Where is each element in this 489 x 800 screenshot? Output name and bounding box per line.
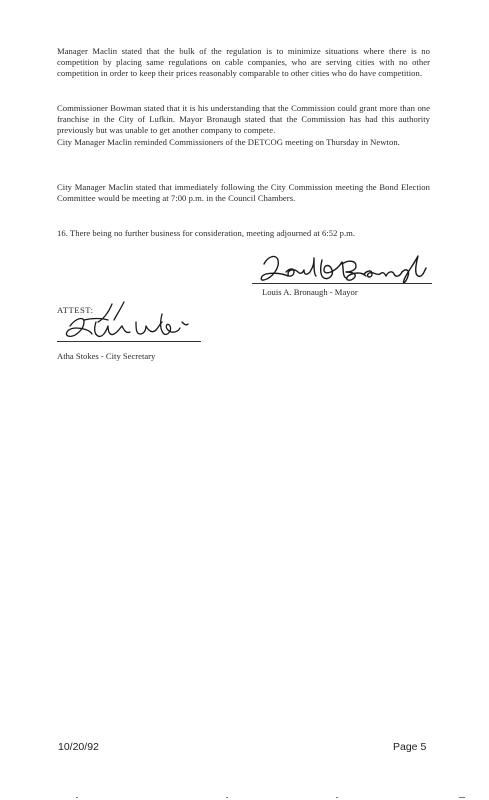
paragraph-franchise [57,103,430,148]
mayor-signature [258,250,430,290]
paragraph-bond-committee [57,182,430,204]
secretary-name: Atha Stokes - City Secretary [57,351,156,361]
footer-page-number: Page 5 [393,741,427,753]
paragraph-text: Manager Maclin stated that the bulk of the regulation is to minimize situations where there is no competition by placing same regulations on cable companies, who are serving cities with no other competition in order to keep their prices reasonably comparable to other cities who do have competition. [57,46,430,79]
paragraph-text: Commissioner Bowman stated that it is his understanding that the Commission could grant more than one franchise in the City of Lufkin. Mayor Bronaugh stated that the Commission has had this authority previously but was unable to get another company to compete. [57,103,430,136]
footer-date: 10/20/92 [58,741,99,753]
secretary-signature-line [57,341,201,342]
scan-speck [459,797,465,798]
scan-speck [226,797,228,798]
paragraph-cable-regulation [57,46,430,80]
paragraph-text: City Manager Maclin stated that immediately following the City Commission meeting the Bond Election Committee would be meeting at 7:00 p.m. in the Council Chambers. [57,182,430,204]
paragraph-text: City Manager Maclin reminded Commissioners of the DETCOG meeting on Thursday in Newton. [57,136,400,147]
paragraph-adjournment [57,228,430,239]
paragraph-text: 16. There being no further business for consideration, meeting adjourned at 6:52 p.m. [57,228,356,238]
scan-speck [76,797,78,798]
scan-speck [336,797,338,798]
mayor-signature-line [252,283,432,284]
mayor-name: Louis A. Bronaugh - Mayor [262,287,358,297]
attest-label: ATTEST: [57,305,94,315]
